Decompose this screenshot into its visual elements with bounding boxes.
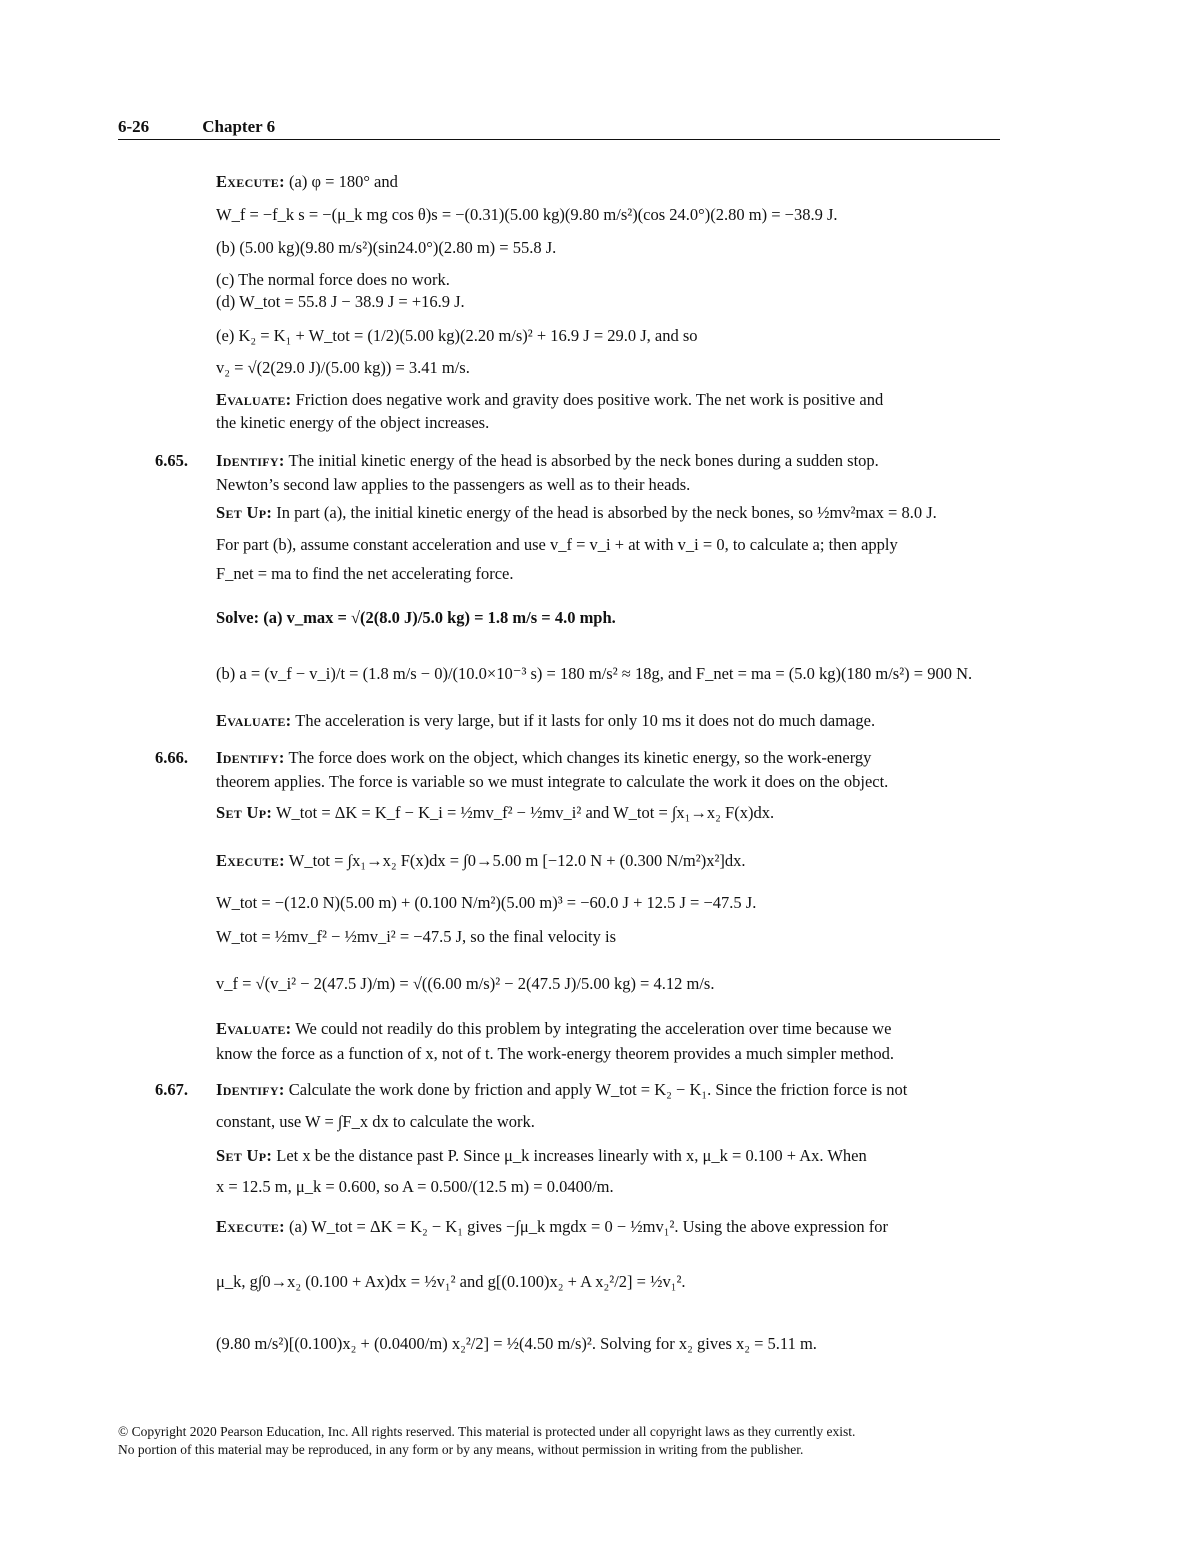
text-line: constant, use W = ∫F_x dx to calculate the work.: [216, 1112, 535, 1131]
p665-identify-line: [216, 451, 879, 471]
text-line: know the force as a function of x, not of t. The work-energy theorem provides a much simpler method.: [216, 1044, 894, 1063]
text-line: μ_k, g∫0→x₂ (0.100 + Ax)dx = ½v₁² and g[(0.100)x₂ + A x₂²/2] = ½v₁².: [216, 1272, 686, 1291]
p666-identify-line: [216, 748, 871, 768]
text-line: x = 12.5 m, μ_k = 0.600, so A = 0.500/(12.5 m) = 0.0400/m.: [216, 1177, 614, 1196]
text-line: Calculate the work done by friction and apply W_tot = K₂ − K₁. Since the friction force is not: [288, 1080, 908, 1099]
setup-label: Set Up:: [216, 1146, 273, 1165]
identify-label: Identify:: [216, 1080, 285, 1099]
text-line: (c) The normal force does no work.: [216, 270, 450, 289]
text-line: W_tot = ½mv_f² − ½mv_i² = −47.5 J, so the final velocity is: [216, 927, 616, 946]
text-line: Friction does negative work and gravity does positive work. The net work is positive and: [295, 390, 884, 409]
text-line: v₂ = √(2(29.0 J)/(5.00 kg)) = 3.41 m/s.: [216, 358, 470, 377]
text-line: (a) W_tot = ΔK = K₂ − K₁ gives −∫μ_k mgdx = 0 − ½mv₁². Using the above expression for: [289, 1217, 888, 1236]
p667-identify-line: [216, 1080, 907, 1100]
p665-setup-line: [216, 503, 937, 523]
text-line: In part (a), the initial kinetic energy of the head is absorbed by the neck bones, so ½mv²max = 8.0 J.: [276, 503, 937, 522]
execute-label: Execute:: [216, 851, 285, 870]
text-line: Let x be the distance past P. Since μ_k increases linearly with x, μ_k = 0.100 + Ax. When: [276, 1146, 867, 1165]
setup-label: Set Up:: [216, 803, 273, 822]
text-line: the kinetic energy of the object increases.: [216, 413, 490, 432]
p664-evaluate-line: [216, 390, 883, 410]
evaluate-label: Evaluate:: [216, 1019, 292, 1038]
text-line: (e) K₂ = K₁ + W_tot = (1/2)(5.00 kg)(2.20 m/s)² + 16.9 J = 29.0 J, and so: [216, 326, 698, 345]
p665-evaluate-line: [216, 711, 875, 731]
problem-number: 6.67.: [155, 1080, 188, 1099]
p664-execute-line: [216, 172, 398, 192]
evaluate-label: Evaluate:: [216, 711, 292, 730]
p666-execute-line: [216, 851, 746, 871]
setup-label: Set Up:: [216, 503, 273, 522]
text-line: theorem applies. The force is variable so we must integrate to calculate the work it does on the object.: [216, 772, 889, 791]
text-line: The acceleration is very large, but if it lasts for only 10 ms it does not do much damage.: [295, 711, 876, 730]
identify-label: Identify:: [216, 451, 285, 470]
text-line: For part (b), assume constant acceleration and use v_f = v_i + at with v_i = 0, to calculate a; then apply: [216, 535, 898, 554]
evaluate-label: Evaluate:: [216, 390, 292, 409]
text-line: Solve: (a) v_max = √(2(8.0 J)/5.0 kg) = 1.8 m/s = 4.0 mph.: [216, 608, 616, 627]
text-line: W_f = −f_k s = −(μ_k mg cos θ)s = −(0.31)(5.00 kg)(9.80 m/s²)(cos 24.0°)(2.80 m) = −38.9 J.: [216, 205, 838, 224]
p667-setup-line: [216, 1146, 867, 1166]
execute-label: Execute:: [216, 1217, 285, 1236]
text-line: The initial kinetic energy of the head is absorbed by the neck bones during a sudden stop.: [288, 451, 879, 470]
text-line: (b) (5.00 kg)(9.80 m/s²)(sin24.0°)(2.80 m) = 55.8 J.: [216, 238, 557, 257]
text-line: Newton’s second law applies to the passengers as well as to their heads.: [216, 475, 691, 494]
identify-label: Identify:: [216, 748, 285, 767]
text-line: (d) W_tot = 55.8 J − 38.9 J = +16.9 J.: [216, 292, 465, 311]
page-header: [118, 117, 275, 137]
chapter-title: Chapter 6: [202, 117, 276, 136]
text-line: W_tot = ∫x₁→x₂ F(x)dx = ∫0→5.00 m [−12.0 N + (0.300 N/m²)x²]dx.: [288, 851, 746, 870]
page-number: 6-26: [118, 117, 150, 136]
text-line: v_f = √(v_i² − 2(47.5 J)/m) = √((6.00 m/s)² − 2(47.5 J)/5.00 kg) = 4.12 m/s.: [216, 974, 715, 993]
p667-execute-line: [216, 1217, 888, 1237]
p666-setup-line: [216, 803, 774, 823]
text-line: F_net = ma to find the net accelerating force.: [216, 564, 514, 583]
text-line: (b) a = (v_f − v_i)/t = (1.8 m/s − 0)/(10.0×10⁻³ s) = 180 m/s² ≈ 18g, and F_net = ma = (5.0 kg)(180 m/s²) = 900 N.: [216, 664, 973, 683]
problem-number: 6.65.: [155, 451, 188, 470]
header-rule: [118, 139, 1000, 140]
text-line: W_tot = −(12.0 N)(5.00 m) + (0.100 N/m²)(5.00 m)³ = −60.0 J + 12.5 J = −47.5 J.: [216, 893, 757, 912]
text-line: W_tot = ΔK = K_f − K_i = ½mv_f² − ½mv_i² and W_tot = ∫x₁→x₂ F(x)dx.: [275, 803, 775, 822]
p666-evaluate-line: [216, 1019, 891, 1039]
text-line: We could not readily do this problem by integrating the acceleration over time because we: [295, 1019, 892, 1038]
copyright-line: No portion of this material may be reproduced, in any form or by any means, without permission in writing from the publisher.: [118, 1442, 804, 1457]
copyright-line: © Copyright 2020 Pearson Education, Inc. All rights reserved. This material is protected under all copyright laws as they currently exist.: [118, 1424, 856, 1439]
execute-label: Execute:: [216, 172, 285, 191]
text-line: The force does work on the object, which changes its kinetic energy, so the work-energy: [288, 748, 872, 767]
text-line: (a) φ = 180° and: [289, 172, 398, 191]
text-line: (9.80 m/s²)[(0.100)x₂ + (0.0400/m) x₂²/2] = ½(4.50 m/s)². Solving for x₂ gives x₂ = 5.11 m.: [216, 1334, 817, 1353]
problem-number: 6.66.: [155, 748, 188, 767]
